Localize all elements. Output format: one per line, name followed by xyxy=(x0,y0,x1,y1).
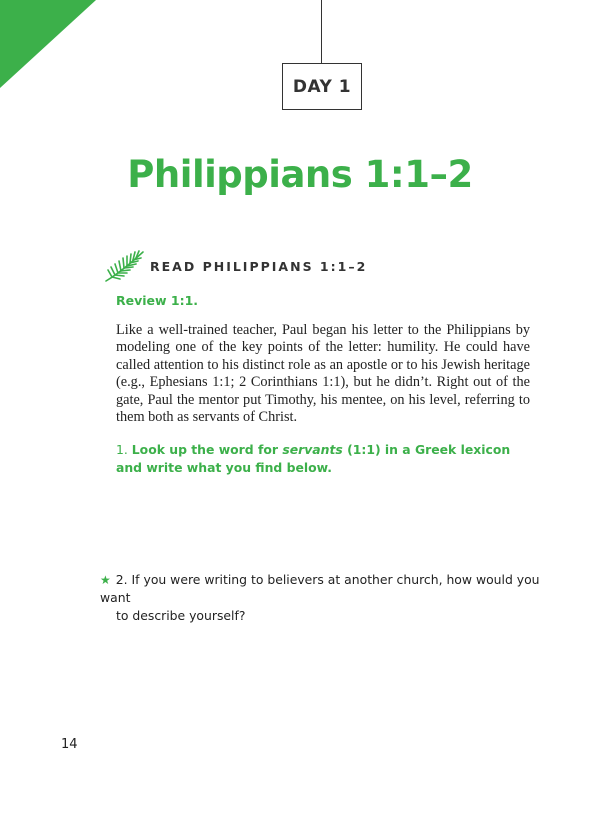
question-1-term: servants xyxy=(282,442,343,457)
corner-accent-triangle xyxy=(0,0,96,88)
day-label: DAY 1 xyxy=(292,76,352,97)
palm-branch-icon xyxy=(103,248,147,284)
day-label-box xyxy=(282,63,362,110)
review-label: Review 1:1. xyxy=(116,293,199,308)
question-1-text-before: Look up the word for xyxy=(131,442,283,457)
question-1 xyxy=(116,441,536,477)
page-number: 14 xyxy=(61,737,78,752)
header-connector-line xyxy=(321,0,322,63)
star-icon: ★ xyxy=(100,573,111,587)
question-2-line-2: to describe yourself? xyxy=(116,608,246,623)
question-2-line-1: 2. If you were writing to believers at another church, how would you want xyxy=(100,572,540,605)
page-title: Philippians 1:1–2 xyxy=(127,153,473,196)
read-section-heading xyxy=(103,248,367,284)
read-section-label: READ PHILIPPIANS 1:1–2 xyxy=(150,258,368,274)
question-2 xyxy=(100,571,540,625)
question-1-text-after: (1:1) in a Greek lexicon and write what you find below. xyxy=(116,442,511,475)
body-paragraph: Like a well-trained teacher, Paul began his letter to the Philippians by modeling one of the key points of the letter: humility. He could have called attention to his distinct role as an apostle or to his Jewish heritage (e.g., Ephesians 1:1; 2 Corinthians 1:1), but he didn’t. Right out of the gate, Paul the mentor put Timothy, his mentee, on his level, referring to them both as servants of Christ. xyxy=(116,322,530,426)
question-1-number: 1. xyxy=(116,442,128,457)
